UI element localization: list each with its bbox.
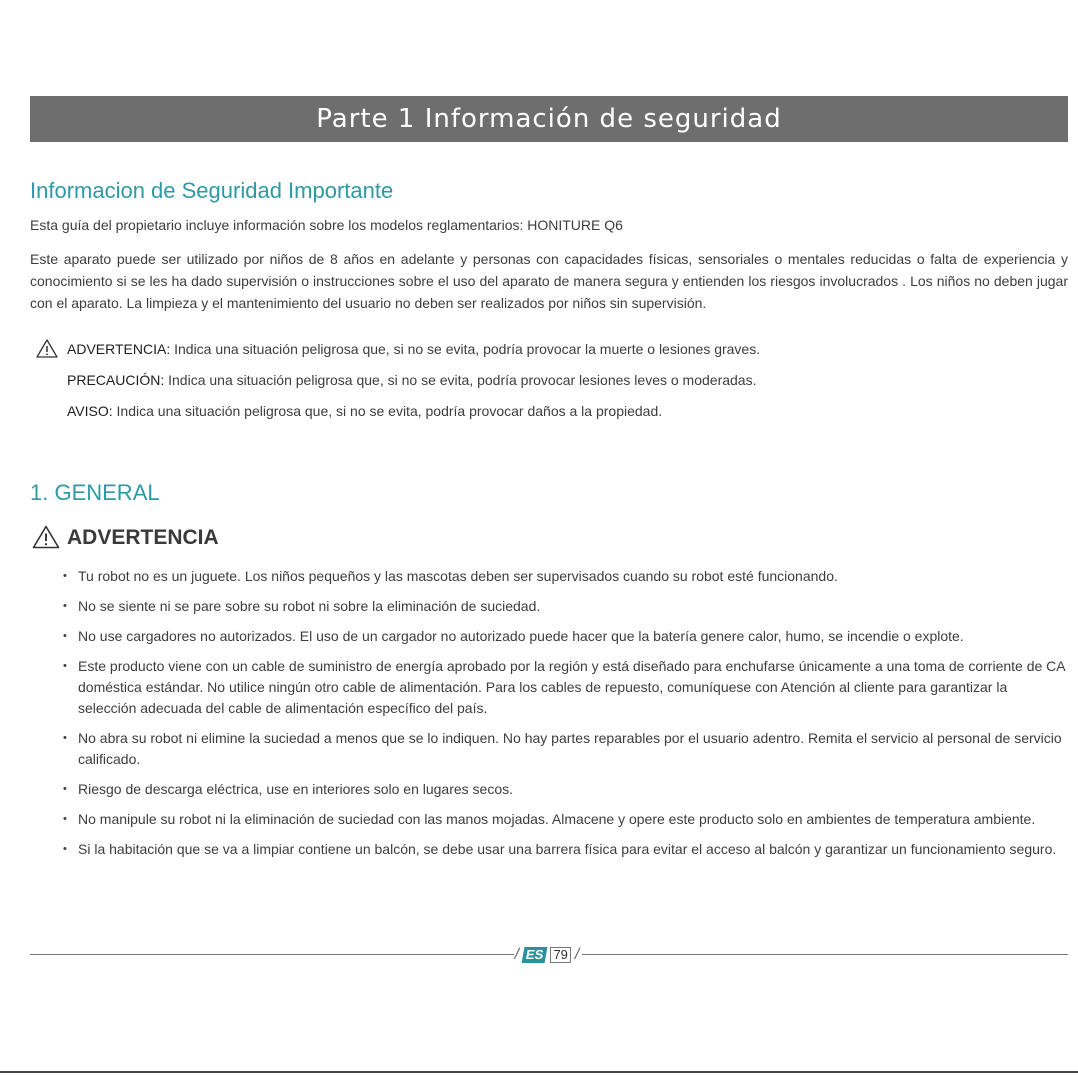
- warning-desc: Indica una situación peligrosa que, si no se evita, podría provocar la muerte o lesiones graves.: [170, 341, 761, 357]
- advertencia-heading: ADVERTENCIA: [67, 526, 219, 549]
- list-item: • No use cargadores no autorizados. El uso de un cargador no autorizado puede hacer que la batería genere calor, humo, se incendie o explote.: [62, 626, 1068, 647]
- page-bottom-border: [0, 1071, 1078, 1073]
- warning-triangle-icon: [32, 525, 60, 549]
- footer-divider-left: [30, 954, 514, 955]
- section-title-general: 1. GENERAL: [30, 480, 160, 505]
- list-item: • No abra su robot ni elimine la suciedad a menos que se lo indiquen. No hay partes reparables por el usuario adentro. Remita el servicio al personal de servicio calificado.: [62, 728, 1068, 770]
- warning-term: ADVERTENCIA:: [67, 341, 171, 357]
- warning-list: [62, 566, 1068, 869]
- list-item: • No se siente ni se pare sobre su robot ni sobre la eliminación de suciedad.: [62, 596, 1068, 617]
- slash-decoration: /: [514, 946, 520, 963]
- warning-triangle-icon: [36, 339, 58, 358]
- section-banner: [30, 96, 1068, 142]
- language-badge: ES: [522, 947, 548, 963]
- page-indicator: [516, 945, 578, 965]
- banner-title: Parte 1 Información de seguridad: [316, 104, 782, 134]
- warning-aviso: [67, 401, 662, 421]
- section-title-safety: Informacion de Seguridad Importante: [30, 178, 394, 203]
- warning-advertencia: [67, 339, 760, 359]
- warning-term: AVISO:: [67, 403, 113, 419]
- body-paragraph: Este aparato puede ser utilizado por niños de 8 años en adelante y personas con capacidades físicas, sensoriales o mentales reducidas o falta de experiencia y conocimiento si se les ha dado supervisión o instrucciones sobre el uso del aparato de manera segura y entienden los riesgos involucrados . Los niños no deben jugar con el aparato. La limpieza y el mantenimiento del usuario no deben ser realizados por niños sin supervisión.: [30, 251, 1068, 311]
- list-item: • Este producto viene con un cable de suministro de energía aprobado por la región y está diseñado para enchufarse únicamente a una toma de corriente de CA doméstica estándar. No utilice ningún otro cable de alimentación. Para los cables de repuesto, comuníquese con Atención al cliente para garantizar la selección adecuada del cable de alimentación específico del país.: [62, 656, 1068, 719]
- warning-desc: Indica una situación peligrosa que, si no se evita, podría provocar lesiones leves o moderadas.: [164, 372, 757, 388]
- warning-term: PRECAUCIÓN:: [67, 372, 165, 388]
- intro-text: Esta guía del propietario incluye información sobre los modelos reglamentarios: HONITURE Q6: [30, 217, 623, 233]
- warning-desc: Indica una situación peligrosa que, si no se evita, podría provocar daños a la propiedad.: [112, 403, 663, 419]
- list-item: • Riesgo de descarga eléctrica, use en interiores solo en lugares secos.: [62, 779, 1068, 800]
- list-item: • Si la habitación que se va a limpiar contiene un balcón, se debe usar una barrera física para evitar el acceso al balcón y garantizar un funcionamiento seguro.: [62, 839, 1068, 860]
- list-item: • No manipule su robot ni la eliminación de suciedad con las manos mojadas. Almacene y opere este producto solo en ambientes de temperatura ambiente.: [62, 809, 1068, 830]
- warning-precaucion: [67, 370, 756, 390]
- page-number: 79: [550, 947, 570, 963]
- list-item: • Tu robot no es un juguete. Los niños pequeños y las mascotas deben ser supervisados cuando su robot esté funcionando.: [62, 566, 1068, 587]
- footer-divider-right: [582, 954, 1068, 955]
- slash-decoration: /: [574, 946, 580, 963]
